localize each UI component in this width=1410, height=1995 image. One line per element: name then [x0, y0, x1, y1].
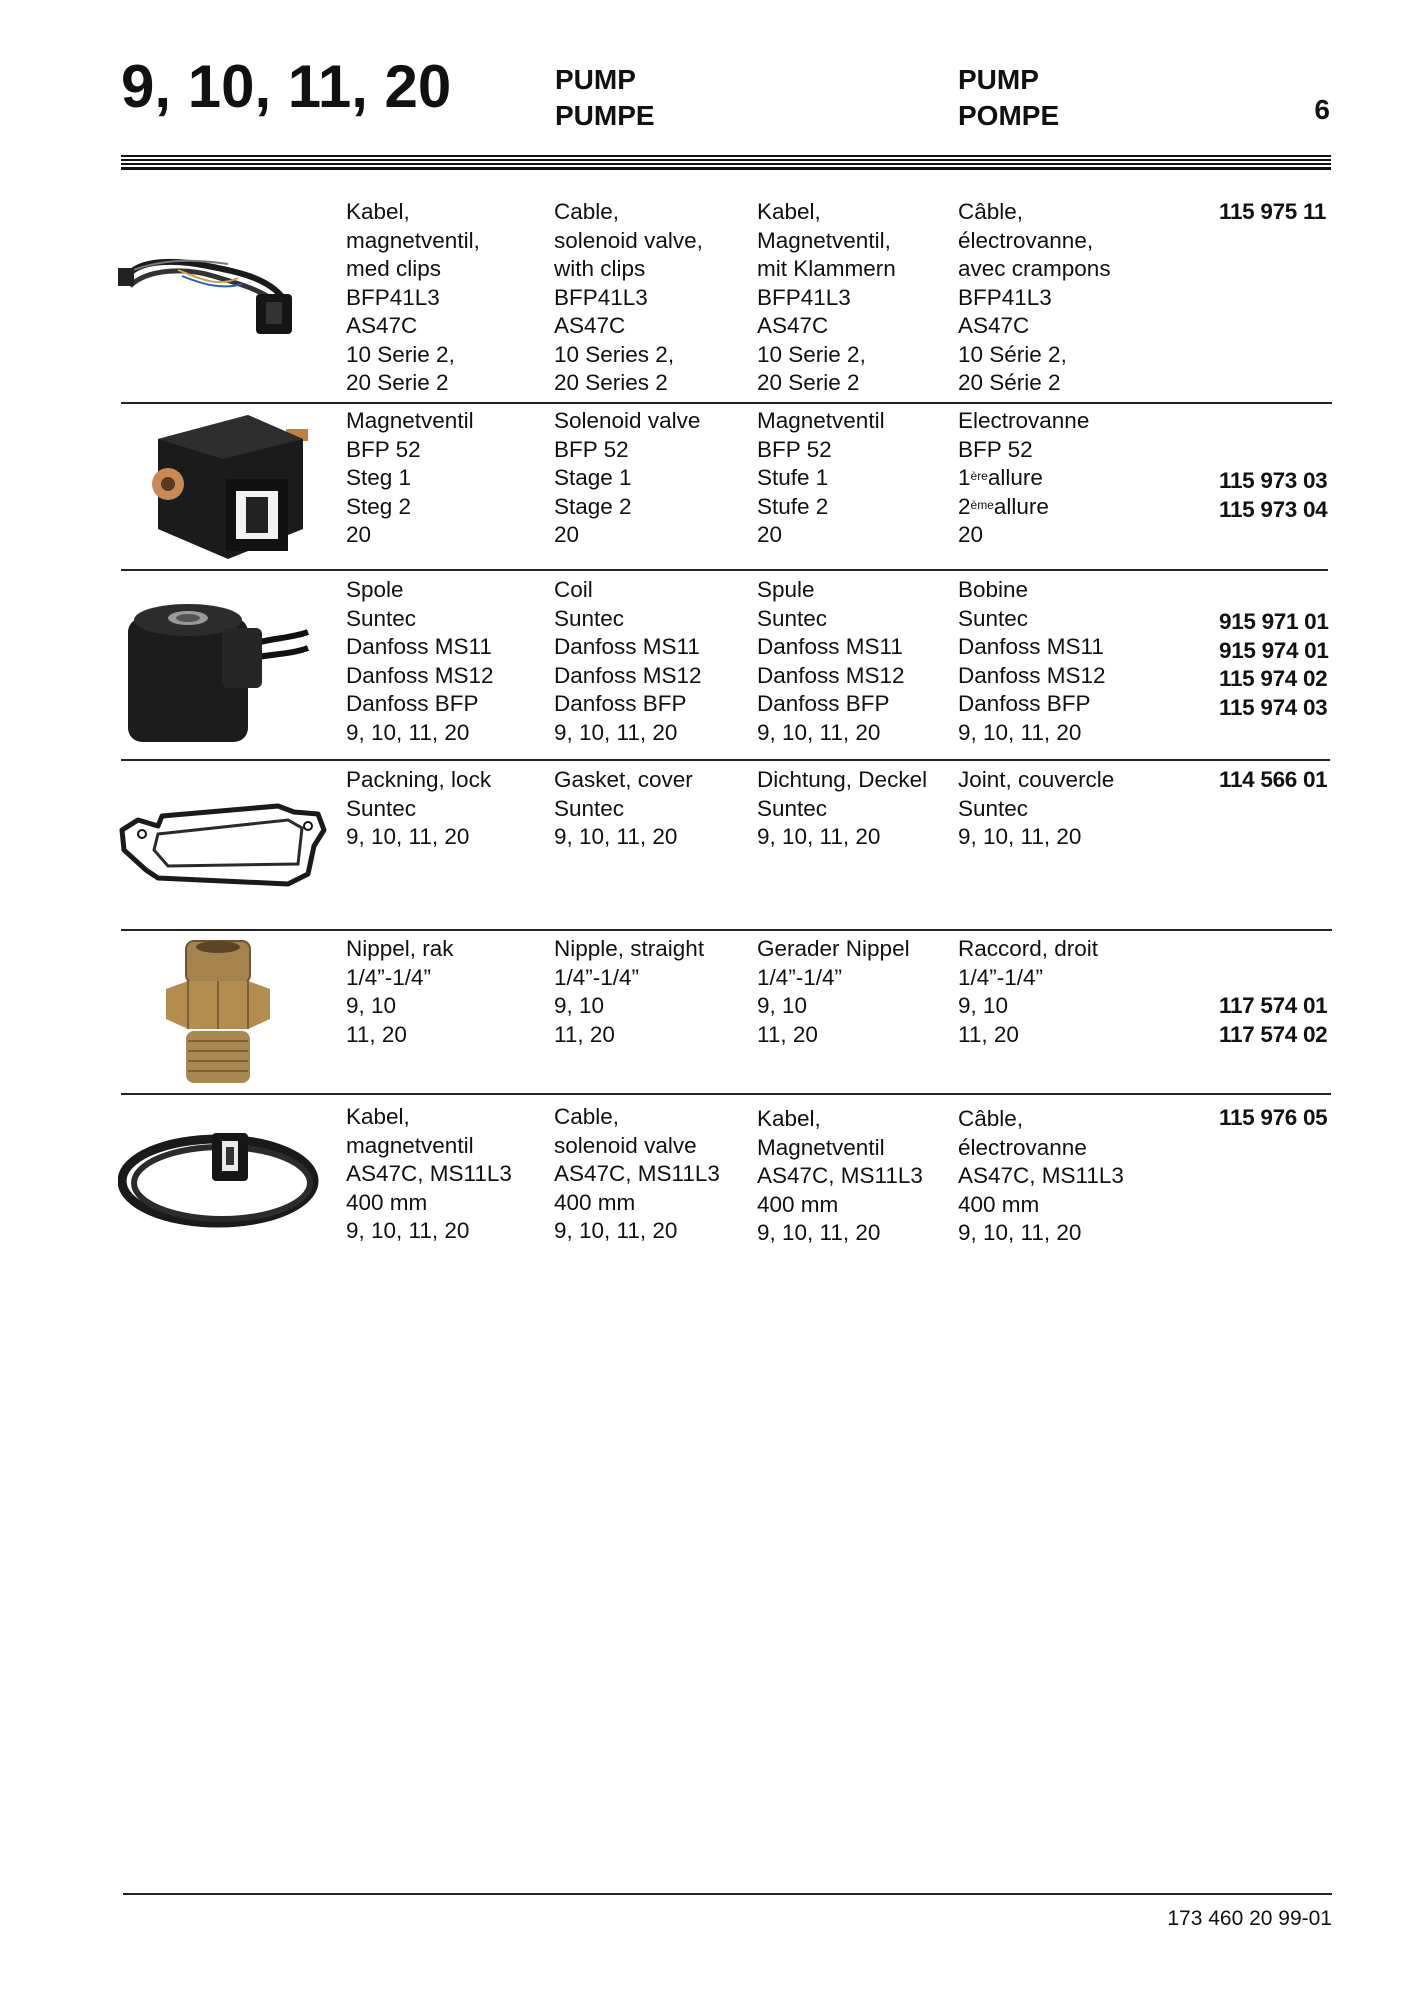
- desc-en: Cable, solenoid valve AS47C, MS11L3 400 mm 9, 10, 11, 20: [554, 1104, 720, 1243]
- desc-en: Cable, solenoid valve, with clips BFP41L3 AS47C 10 Series 2, 20 Series 2: [554, 199, 703, 395]
- desc-fr: Câble, électrovanne, avec crampons BFP41L3 AS47C 10 Série 2, 20 Série 2: [958, 199, 1111, 395]
- desc-fr: Raccord, droit 1/4”-1/4” 9, 10 11, 20: [958, 936, 1099, 1047]
- desc-sv: Nippel, rak 1/4”-1/4” 9, 10 11, 20: [346, 936, 454, 1047]
- solenoid-valve-image: [128, 409, 313, 564]
- page-number: 6: [1314, 94, 1330, 125]
- part-number: 117 574 01 117 574 02: [1219, 993, 1328, 1047]
- desc-en: Nipple, straight 1/4”-1/4” 9, 10 11, 20: [554, 936, 705, 1047]
- desc-en: Solenoid valve BFP 52 Stage 1 Stage 2 20: [554, 408, 701, 547]
- row-divider: [121, 1093, 1331, 1095]
- footer-rule: [123, 1893, 1332, 1895]
- desc-sv: Magnetventil BFP 52 Steg 1 Steg 2 20: [346, 408, 474, 547]
- desc-de: Dichtung, Deckel Suntec 9, 10, 11, 20: [757, 767, 928, 849]
- desc-de: Kabel, Magnetventil, mit Klammern BFP41L3 AS47C 10 Serie 2, 20 Serie 2: [757, 199, 896, 395]
- desc-de: Gerader Nippel 1/4”-1/4” 9, 10 11, 20: [757, 936, 910, 1047]
- desc-fr: Joint, couvercle Suntec 9, 10, 11, 20: [958, 767, 1115, 849]
- nipple-image: [158, 939, 278, 1089]
- desc-de: Magnetventil BFP 52 Stufe 1 Stufe 2 20: [757, 408, 885, 547]
- desc-de: Kabel, Magnetventil AS47C, MS11L3 400 mm 9, 10, 11, 20: [757, 1106, 923, 1245]
- desc-sv: Spole Suntec Danfoss MS11 Danfoss MS12 Danfoss BFP 9, 10, 11, 20: [346, 577, 494, 745]
- row-divider: [121, 929, 1332, 931]
- gasket-image: [118, 800, 328, 890]
- header-col-b-line1: PUMP: [958, 64, 1039, 95]
- desc-sv: Packning, lock Suntec 9, 10, 11, 20: [346, 767, 492, 849]
- header-col-a: [555, 62, 655, 134]
- desc-en: Coil Suntec Danfoss MS11 Danfoss MS12 Danfoss BFP 9, 10, 11, 20: [554, 577, 702, 745]
- header-col-a-line1: PUMP: [555, 64, 636, 95]
- part-number: 115 973 03 115 973 04: [1219, 468, 1328, 522]
- part-number: 114 566 01: [1219, 767, 1328, 792]
- row-divider: [121, 402, 1332, 404]
- part-number: 115 976 05: [1219, 1105, 1328, 1130]
- header-col-b: [958, 62, 1059, 134]
- header-col-b-line2: POMPE: [958, 100, 1060, 131]
- coil-image: [122, 598, 312, 748]
- part-number: 115 975 11: [1219, 199, 1327, 224]
- desc-de: Spule Suntec Danfoss MS11 Danfoss MS12 Danfoss BFP 9, 10, 11, 20: [757, 577, 905, 745]
- desc-fr: Câble, électrovanne AS47C, MS11L3 400 mm 9, 10, 11, 20: [958, 1106, 1124, 1245]
- solenoid-cable-with-clips-image: [118, 238, 298, 348]
- desc-sv: Kabel, magnetventil, med clips BFP41L3 AS47C 10 Serie 2, 20 Serie 2: [346, 199, 480, 395]
- solenoid-cable-image: [118, 1125, 328, 1235]
- part-number: 915 971 01 915 974 01 115 974 02 115 974 03: [1219, 609, 1329, 720]
- desc-en: Gasket, cover Suntec 9, 10, 11, 20: [554, 767, 693, 849]
- row-divider: [121, 759, 1330, 761]
- desc-sv: Kabel, magnetventil AS47C, MS11L3 400 mm 9, 10, 11, 20: [346, 1104, 512, 1243]
- desc-fr: Electrovanne BFP 52 1èreallure 2èmeallure 20: [958, 408, 1090, 547]
- header-col-a-line2: PUMPE: [555, 100, 655, 131]
- document-number: 173 460 20 99-01: [1167, 1907, 1332, 1930]
- model-title: 9, 10, 11, 20: [121, 53, 452, 120]
- row-divider: [121, 569, 1328, 571]
- desc-fr: Bobine Suntec Danfoss MS11 Danfoss MS12 Danfoss BFP 9, 10, 11, 20: [958, 577, 1106, 745]
